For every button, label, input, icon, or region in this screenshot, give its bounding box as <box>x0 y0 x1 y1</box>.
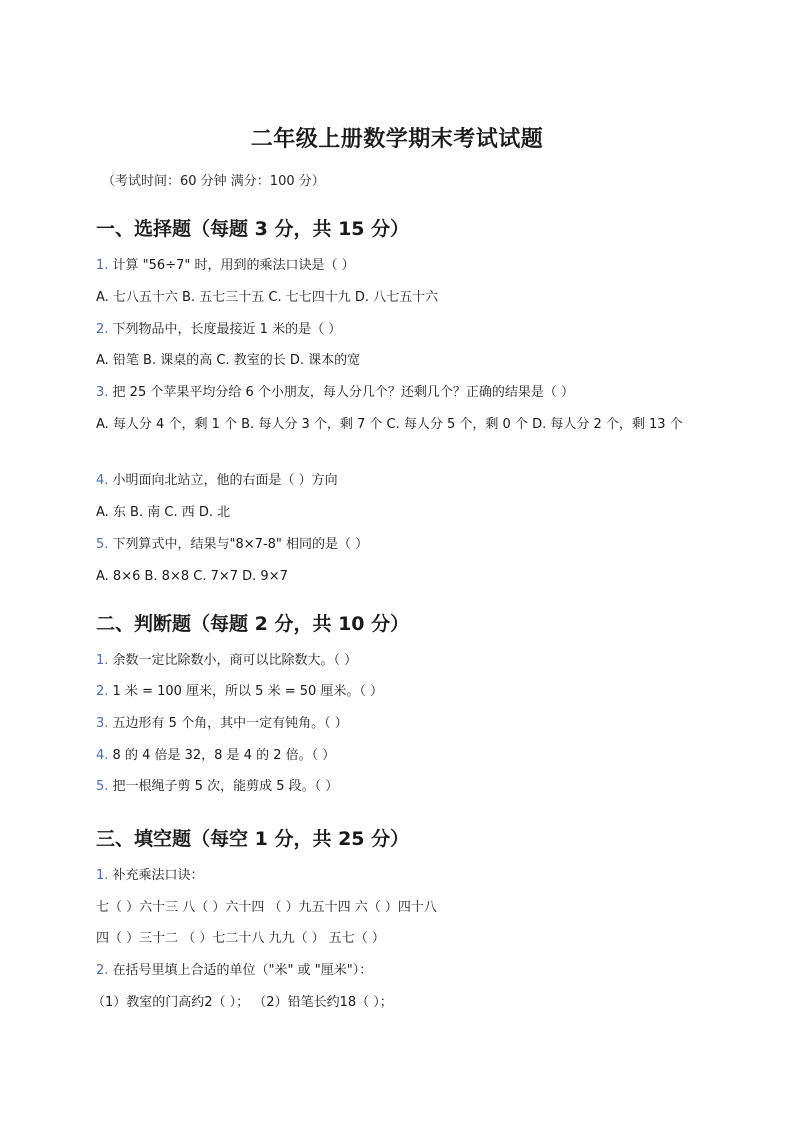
question <box>96 864 696 887</box>
question <box>96 649 696 672</box>
question-text: 下列物品中，长度最接近 1 米的是（ ） <box>108 322 342 337</box>
question-text: 补充乘法口诀： <box>108 868 204 883</box>
question-options: A. 8×6 B. 8×8 C. 7×7 D. 9×7 <box>96 569 288 584</box>
question <box>96 712 696 735</box>
question-number: 1. <box>96 868 109 883</box>
question-options: A. 东 B. 南 C. 西 D. 北 <box>96 505 231 520</box>
fill-in-line: （1）教室的门高约2（ ）； （2）铅笔长约18（ ）； <box>92 995 393 1010</box>
question-number: 4. <box>96 748 109 763</box>
question-number: 2. <box>96 963 109 978</box>
question <box>96 533 696 556</box>
question-number: 5. <box>96 537 109 552</box>
question-number: 5. <box>96 779 109 794</box>
question-options: A. 七八五十六 B. 五七三十五 C. 七七四十九 D. 八七五十六 <box>96 290 439 305</box>
question-number: 4. <box>96 473 109 488</box>
question-text: 小明面向北站立，他的右面是（ ）方向 <box>108 473 338 488</box>
question-text: 1 米 = 100 厘米，所以 5 米 = 50 厘米。（ ） <box>108 684 384 699</box>
fill-in-line: 四（ ）三十二 （ ）七二十八 九九（ ） 五七（ ） <box>96 931 385 946</box>
section-heading-fill-in: 三、填空题（每空 1 分，共 25 分） <box>96 828 410 850</box>
question <box>96 744 696 767</box>
question <box>96 680 696 703</box>
question-text: 把一根绳子剪 5 次，能剪成 5 段。（ ） <box>108 779 339 794</box>
question-text: 余数一定比除数小，商可以比除数大。（ ） <box>108 653 358 668</box>
question-number: 1. <box>96 653 109 668</box>
question <box>96 254 696 277</box>
question-text: 在括号里填上合适的单位（"米" 或 "厘米"）： <box>108 963 373 978</box>
question-text: 把 25 个苹果平均分给 6 个小朋友，每人分几个？还剩几个？正确的结果是（ ） <box>108 385 575 400</box>
question-text: 计算 "56÷7" 时，用到的乘法口诀是（ ） <box>108 258 355 273</box>
question-text: 五边形有 5 个角，其中一定有钝角。（ ） <box>108 716 348 731</box>
question-number: 2. <box>96 322 109 337</box>
section-heading-choice: 一、选择题（每题 3 分，共 15 分） <box>96 218 410 240</box>
question-options: A. 每人分 4 个，剩 1 个 B. 每人分 3 个，剩 7 个 C. 每人分 5 个，剩 0 个 D. 每人分 2 个，剩 13 个 <box>96 417 683 432</box>
section-heading-judgement: 二、判断题（每题 2 分，共 10 分） <box>96 613 410 635</box>
question-number: 2. <box>96 684 109 699</box>
question <box>96 318 696 341</box>
question <box>96 381 696 404</box>
exam-info: （考试时间：60 分钟 满分：100 分） <box>102 174 325 189</box>
question-number: 3. <box>96 716 109 731</box>
question-number: 3. <box>96 385 109 400</box>
question <box>96 469 696 492</box>
question-text: 8 的 4 倍是 32，8 是 4 的 2 倍。（ ） <box>108 748 336 763</box>
question <box>96 959 696 982</box>
page-title: 二年级上册数学期末考试试题 <box>250 127 544 152</box>
question-number: 1. <box>96 258 109 273</box>
question <box>96 775 696 798</box>
fill-in-line: 七（ ）六十三 八（ ）六十四 （ ）九五十四 六（ ）四十八 <box>96 900 437 915</box>
question-options: A. 铅笔 B. 课桌的高 C. 教室的长 D. 课本的宽 <box>96 353 361 368</box>
question-text: 下列算式中，结果与"8×7-8" 相同的是（ ） <box>108 537 369 552</box>
